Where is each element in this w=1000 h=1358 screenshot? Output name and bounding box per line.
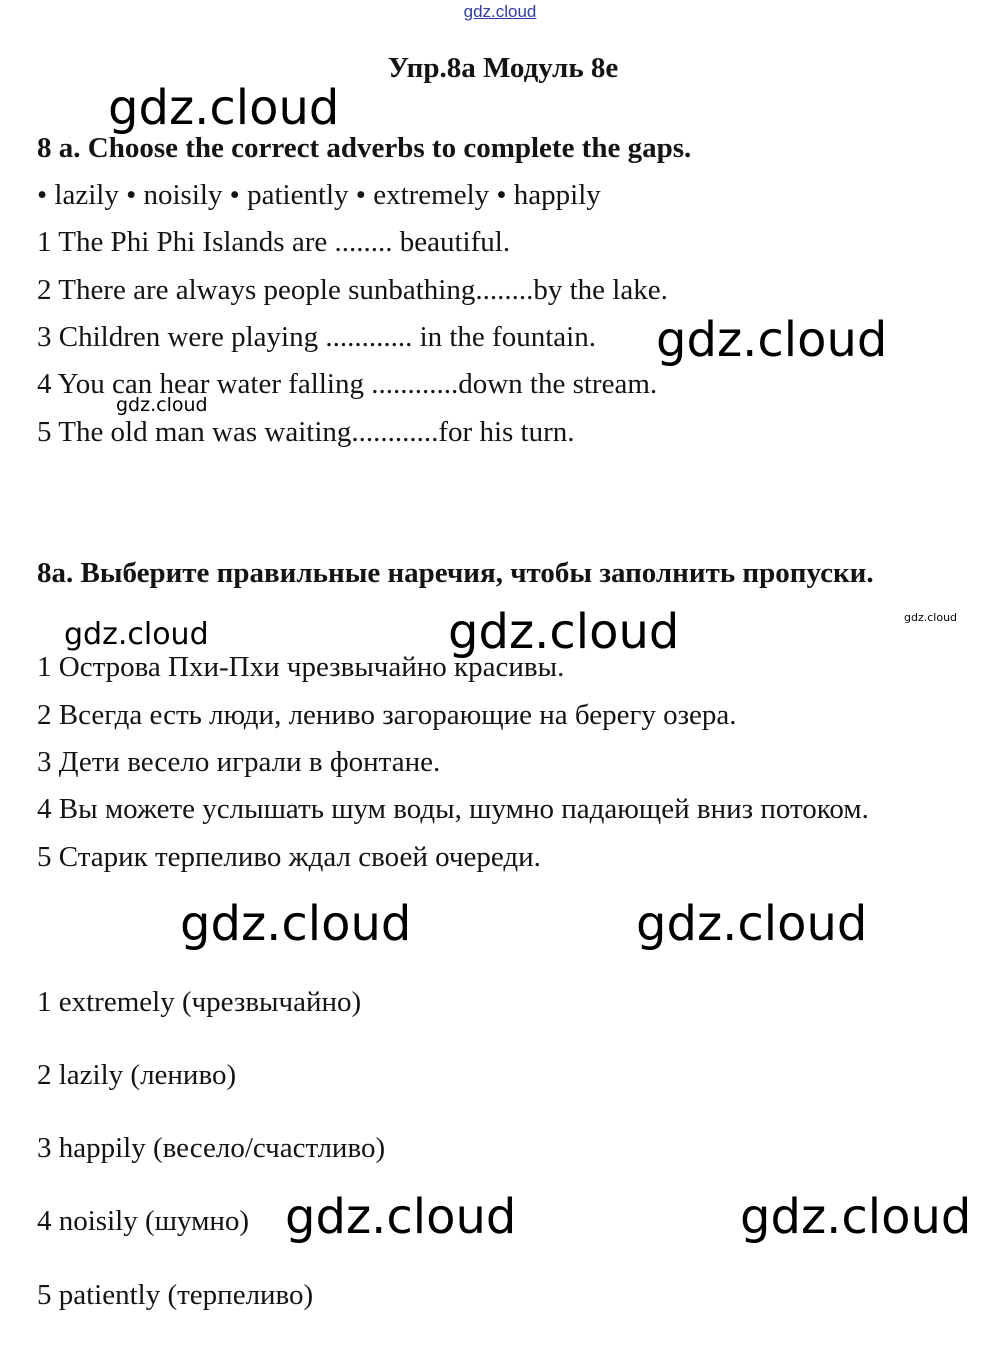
watermark: gdz.cloud: [904, 611, 958, 624]
watermark: gdz.cloud: [108, 80, 340, 136]
page-title: Упр.8а Модуль 8е: [387, 52, 619, 84]
english-sentence-3: 3 Children were playing ............ in the fountain.: [37, 321, 596, 353]
russian-sentence-4: 4 Вы можете услышать шум воды, шумно падающей вниз потоком.: [37, 793, 869, 825]
answer-3: 3 happily (весело/счастливо): [37, 1132, 386, 1164]
watermark: gdz.cloud: [636, 896, 868, 952]
watermark: gdz.cloud: [656, 312, 888, 368]
watermark: gdz.cloud: [285, 1189, 517, 1245]
english-sentence-2: 2 There are always people sunbathing........by the lake.: [37, 274, 668, 306]
english-sentence-4: 4 You can hear water falling ............down the stream.: [37, 368, 658, 400]
russian-sentence-1: 1 Острова Пхи-Пхи чрезвычайно красивы.: [37, 651, 565, 683]
english-sentence-1: 1 The Phi Phi Islands are ........ beautiful.: [37, 226, 511, 258]
watermark: gdz.cloud: [740, 1189, 972, 1245]
answer-5: 5 patiently (терпеливо): [37, 1279, 314, 1311]
exercise-heading-russian: 8а. Выберите правильные наречия, чтобы заполнить пропуски.: [37, 557, 874, 589]
answer-1: 1 extremely (чрезвычайно): [37, 986, 362, 1018]
russian-sentence-2: 2 Всегда есть люди, лениво загорающие на берегу озера.: [37, 699, 737, 731]
russian-sentence-5: 5 Старик терпеливо ждал своей очереди.: [37, 841, 541, 873]
answer-4: 4 noisily (шумно): [37, 1205, 250, 1237]
english-sentence-5: 5 The old man was waiting............for his turn.: [37, 416, 575, 448]
top-watermark-link[interactable]: gdz.cloud: [463, 2, 537, 21]
watermark: gdz.cloud: [116, 394, 208, 416]
watermark: gdz.cloud: [180, 896, 412, 952]
watermark: gdz.cloud: [448, 604, 680, 660]
answer-2: 2 lazily (лениво): [37, 1059, 237, 1091]
russian-sentence-3: 3 Дети весело играли в фонтане.: [37, 746, 441, 778]
word-bank: • lazily • noisily • patiently • extremely • happily: [37, 179, 601, 211]
watermark: gdz.cloud: [64, 617, 209, 652]
exercise-heading-english: 8 a. Choose the correct adverbs to complete the gaps.: [37, 132, 692, 164]
